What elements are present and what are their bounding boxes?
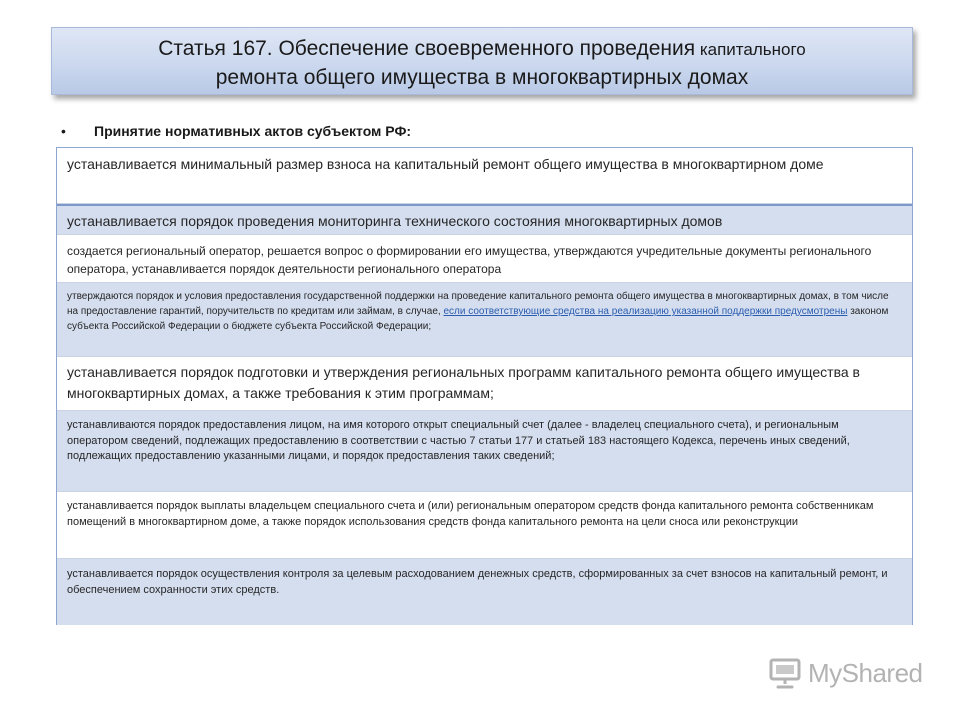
title-line-1-main: Статья 167. Обеспечение своевременного проведения bbox=[158, 37, 696, 60]
bullet-icon: • bbox=[61, 123, 66, 139]
table-row bbox=[57, 411, 912, 492]
title-line-1-tail: капитального bbox=[695, 40, 806, 59]
table-row bbox=[57, 148, 912, 204]
row-text: устанавливается порядок проведения мониторинга технического состояния многоквартирных домов bbox=[67, 213, 723, 229]
row-text-before-link: утверждаются порядок и условия предоставления государственной поддержки на проведение капитального ремонта общего имущества в многоквартирных домах, в том числе на предоставление гарантий, поручительств по кредитам или займам, в случае, bbox=[67, 291, 889, 317]
row-text-after-link: законом субъекта Российской Федерации о бюджете субъекта Российской Федерации; bbox=[67, 306, 889, 332]
row-text bbox=[67, 289, 902, 334]
table-row bbox=[57, 357, 912, 411]
subheading bbox=[61, 123, 411, 139]
presentation-board-icon bbox=[768, 656, 802, 690]
subheading-text: Принятие нормативных актов субъектом РФ: bbox=[94, 123, 412, 139]
row-text: устанавливается порядок выплаты владельцем специального счета и (или) региональным оператором средств фонда капитального ремонта собственникам помещений в многоквартирном доме, а также порядок использования средств фонда капитального ремонта на цели сноса или реконструкции bbox=[67, 500, 874, 528]
myshared-watermark bbox=[768, 655, 923, 691]
table-row bbox=[57, 492, 912, 559]
table-row bbox=[57, 235, 912, 283]
law-link[interactable]: если соответствующие средства на реализацию указанной поддержки предусмотрены bbox=[443, 306, 848, 317]
row-text: устанавливается порядок осуществления контроля за целевым расходованием денежных средств, сформированных за счет взносов на капитальный ремонт, и обеспечением сохранности этих средств. bbox=[67, 568, 888, 596]
row-text: устанавливаются порядок предоставления лицом, на имя которого открыт специальный счет (далее - владелец специального счета), и региональным оператором сведений, подлежащих предоставлению в соответствии с частью 7 статьи 177 и статьей 183 настоящего Кодекса, перечень иных сведений, подлежащих предоставлению указанными лицами, и порядок предоставления таких сведений; bbox=[67, 419, 850, 462]
table-row bbox=[57, 559, 912, 625]
measures-table bbox=[56, 147, 913, 625]
title-line-2: ремонта общего имущества в многоквартирных домах bbox=[215, 66, 749, 89]
row-text: устанавливается порядок подготовки и утверждения региональных программ капитального ремонта общего имущества в многоквартирных домах, а также требования к этим программам; bbox=[67, 364, 860, 401]
title-line-1 bbox=[52, 35, 912, 64]
watermark-text: MyShared bbox=[808, 657, 923, 688]
table-row bbox=[57, 204, 912, 235]
table-row bbox=[57, 283, 912, 357]
slide-title bbox=[51, 27, 913, 95]
row-text: создается региональный оператор, решается вопрос о формировании его имущества, утверждаются учредительные документы регионального оператора, устанавливается порядок деятельности регионального оператора bbox=[67, 244, 872, 276]
row-text: устанавливается минимальный размер взноса на капитальный ремонт общего имущества в многоквартирном доме bbox=[67, 156, 824, 172]
